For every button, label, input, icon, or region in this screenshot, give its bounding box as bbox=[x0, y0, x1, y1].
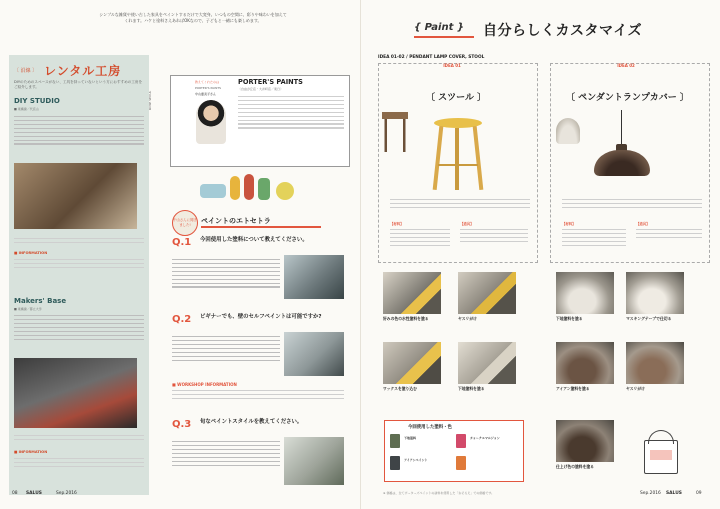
section-circle-tag: 中山さんに聞きました! bbox=[172, 210, 198, 236]
profile-photo bbox=[196, 100, 226, 144]
store2-contact bbox=[14, 432, 144, 443]
idea1-tools-label: 【道具】 bbox=[460, 222, 474, 226]
idea1-title: 〔 スツール 〕 bbox=[426, 93, 487, 103]
profile-subtitle: 〈自由が丘店・大井町店／東日〉 bbox=[238, 87, 284, 91]
q2-answer bbox=[172, 333, 280, 363]
q2-photo bbox=[284, 332, 344, 376]
stool-step-1 bbox=[383, 272, 441, 322]
folio-left-mag: SALUS bbox=[26, 491, 42, 496]
profile-label: 教えてくれたのは bbox=[195, 80, 220, 84]
stool-photo bbox=[428, 118, 488, 192]
paint-swatch-4 bbox=[456, 456, 466, 470]
idea2-materials bbox=[562, 226, 626, 249]
rental-intro: DIYのためのスペースがない、工具を持っていないという方におすすめの工房をご紹介します。 bbox=[14, 80, 143, 89]
q1-answer bbox=[172, 256, 280, 290]
idea1-tools bbox=[460, 226, 528, 245]
stool-old-photo bbox=[382, 112, 408, 152]
store1-info-label: ■ INFORMATION bbox=[14, 251, 48, 255]
idea2-materials-label: 【材料】 bbox=[562, 222, 576, 226]
lamp-step-5 bbox=[556, 420, 614, 470]
section-title: ペイントのエトセトラ bbox=[201, 217, 271, 225]
q2-number: Q.2 bbox=[172, 314, 192, 325]
store2-text bbox=[14, 312, 144, 342]
paint-swatch-1 bbox=[390, 434, 400, 448]
paint-item-3: アイアンペイント bbox=[404, 458, 428, 462]
idea2-tools bbox=[636, 226, 702, 241]
paint-swatch-2 bbox=[456, 434, 466, 448]
idea-line: IDEA 01-02 / PENDANT LAMP COVER, STOOL bbox=[378, 55, 485, 60]
rental-title: レンタル工房 bbox=[44, 64, 122, 78]
lamp-step-3 bbox=[556, 342, 614, 392]
profile-side: ROSE SEOUL bbox=[148, 90, 152, 110]
folio-left-number: 08 bbox=[12, 491, 18, 496]
paint-item-1: 下地塗料 bbox=[404, 436, 417, 440]
idea2-tools-label: 【道具】 bbox=[636, 222, 650, 226]
profile-title: PORTER'S PAINTS bbox=[238, 78, 303, 86]
lamp-step-5-caption: 仕上げ色の塗料を塗る bbox=[556, 464, 594, 469]
profile-text bbox=[238, 93, 344, 131]
profile-shop-small: PORTER'S PAINTS bbox=[195, 86, 222, 90]
stool-step-4-caption: 下地塗料を塗る bbox=[458, 386, 485, 391]
idea1-materials bbox=[390, 226, 450, 249]
workshop-label: ■ WORKSHOP INFORMATION bbox=[172, 382, 237, 387]
illustration bbox=[200, 172, 310, 204]
folio-right-number: 09 bbox=[696, 491, 702, 496]
footnote: ※ 価格は、全てポーターズペイントの塗料を使用した「おそろえ」での価格です。 bbox=[383, 491, 495, 495]
idea1-materials-label: 【材料】 bbox=[390, 222, 404, 226]
q2-question: ビギナーでも、壁のセルフペイントは可能ですか? bbox=[200, 314, 322, 320]
paint-tag: { Paint } bbox=[414, 22, 464, 33]
workshop-text bbox=[172, 387, 344, 402]
lamp-step-1-caption: 下地塗料を塗る bbox=[556, 316, 583, 321]
idea1-desc bbox=[390, 196, 530, 211]
folio-right-mag: SALUS bbox=[666, 491, 682, 496]
store2-info-label: ■ INFORMATION bbox=[14, 450, 48, 454]
store2-photo bbox=[14, 358, 137, 428]
idea2-desc bbox=[562, 196, 702, 211]
stool-step-3 bbox=[383, 342, 441, 392]
q1-number: Q.1 bbox=[172, 237, 192, 248]
store1-name: DIY STUDIO bbox=[14, 97, 60, 105]
paint-swatch-3 bbox=[390, 456, 400, 470]
lamp-step-1 bbox=[556, 272, 614, 322]
q1-photo bbox=[284, 255, 344, 299]
stool-step-1-caption: 好みの色の水性塗料を塗る bbox=[383, 316, 429, 321]
paint-list-box bbox=[384, 420, 524, 482]
store1-info-text bbox=[14, 256, 144, 271]
folio-right-date: Sep.2016 bbox=[640, 491, 661, 496]
store1-photo bbox=[14, 163, 137, 229]
stool-step-2-caption: ヤスリがけ bbox=[458, 316, 477, 321]
paint-item-2: チョークエマルジョン bbox=[470, 436, 500, 440]
stool-step-2 bbox=[458, 272, 516, 322]
q3-answer bbox=[172, 438, 280, 468]
paint-title: 自分らしくカスタマイズ bbox=[483, 23, 643, 39]
stool-step-3-caption: ワックスを塗り込む bbox=[383, 386, 417, 391]
store1-area: ■ 東横線／代官山 bbox=[14, 107, 39, 111]
q3-photo bbox=[284, 437, 344, 485]
idea2-badge: IDEA 02 bbox=[617, 63, 635, 68]
lamp-step-4 bbox=[626, 342, 684, 392]
q3-question: 旬なペイントスタイルを教えてください。 bbox=[200, 419, 303, 425]
stool-step-4 bbox=[458, 342, 516, 392]
store2-area: ■ 東横線／都立大学 bbox=[14, 307, 42, 311]
section-underline bbox=[201, 226, 321, 228]
profile-name-small: 中山恵美子さん bbox=[195, 92, 217, 96]
store1-text bbox=[14, 113, 144, 147]
lamp-step-4-caption: ヤスリがけ bbox=[626, 386, 645, 391]
intro-note: シンプルな雑貨や使い古した家具をペイントするだけで大変身。いつもの空間に、彩りや味わいを加えてくれます。ハケと塗料さえあればOKなので、子どもと一緒にも楽しめます。 bbox=[99, 12, 287, 23]
q1-question: 今回使用した塗料について教えてください。 bbox=[200, 237, 308, 243]
paint-can-illustration bbox=[640, 430, 682, 476]
lamp-photo bbox=[592, 110, 652, 182]
q3-number: Q.3 bbox=[172, 419, 192, 430]
paint-list-title: 今回使用した塗料・色 bbox=[408, 425, 452, 430]
lamp-step-2 bbox=[626, 272, 684, 322]
idea2-title: 〔 ペンダントランプカバー 〕 bbox=[566, 93, 689, 103]
store1-contact bbox=[14, 235, 144, 246]
rental-tag: 〔 沿線 〕 bbox=[14, 68, 38, 74]
paint-tag-underline bbox=[414, 36, 474, 38]
store2-name: Makers' Base bbox=[14, 297, 67, 305]
lamp-old-photo bbox=[556, 118, 580, 144]
idea1-badge: IDEA 01 bbox=[443, 63, 461, 68]
lamp-step-2-caption: マスキングテープで仕切る bbox=[626, 316, 672, 321]
folio-left-date: Sep.2016 bbox=[56, 491, 77, 496]
lamp-step-3-caption: アイアン塗料を塗る bbox=[556, 386, 590, 391]
store2-info-text bbox=[14, 455, 144, 470]
